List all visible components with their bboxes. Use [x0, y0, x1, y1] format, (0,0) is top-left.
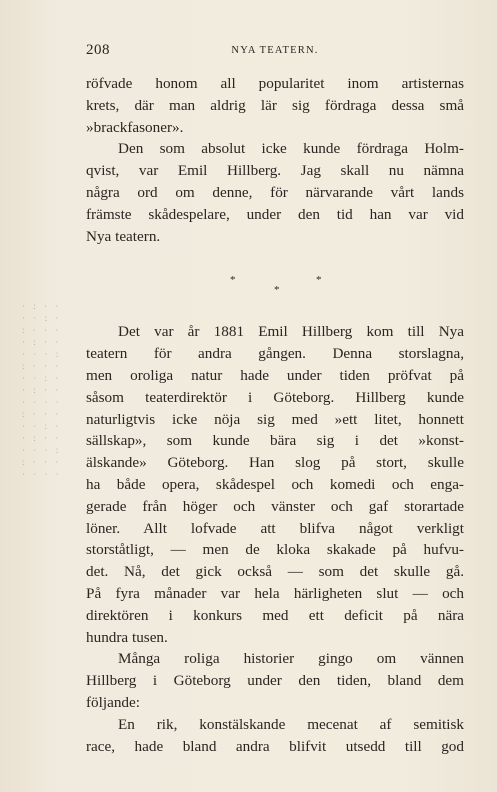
- text-line: Det var år 1881 Emil Hillberg kom till Nya: [118, 323, 464, 341]
- text-line: storståtligt, — men de kloka skakade på hufvu-: [86, 541, 464, 559]
- bleed-through-marks: · : · · · · : · : · · · · : · · · · · : : · · · · · : · · : · · · · · · : · · · · · : · · : · · · · · : : · · · · · · ·: [22, 301, 62, 479]
- running-title: NYA TEATERN.: [231, 45, 319, 56]
- asterisk: *: [316, 274, 322, 287]
- page-number: 208: [86, 42, 110, 58]
- text-line: löner. Allt lofvade att blifva något verkligt: [86, 519, 464, 537]
- paragraph-top: [86, 73, 464, 138]
- text-line: gerade från höger och vänster och gaf storartade: [86, 497, 464, 515]
- section-separator: [86, 270, 464, 298]
- paragraph-holmqvist: [86, 138, 464, 247]
- text-line: teatern för andra gången. Denna storslagna,: [86, 345, 464, 363]
- text-line: röfvade honom all popularitet inom artisternas: [86, 75, 464, 92]
- text-line: hundra tusen.: [86, 628, 168, 646]
- text-line: En rik, konstälskande mecenat af semitisk: [118, 715, 464, 733]
- text-line: det. Nå, det gick också — som det skulle gå.: [86, 563, 464, 581]
- page-body: [86, 73, 464, 757]
- asterisk: *: [230, 274, 236, 287]
- text-line: sällskap», som kunde bära sig i det »konst-: [86, 432, 464, 450]
- text-line: Hillberg i Göteborg under den tiden, bland dem: [86, 672, 464, 690]
- text-line: qvist, var Emil Hillberg. Jag skall nu nämna: [86, 162, 464, 180]
- text-line: älskande» Göteborg. Han slog på stort, skulle: [86, 454, 464, 472]
- text-line: race, hade bland andra blifvit utsedd till god: [86, 737, 464, 755]
- text-line: Den som absolut icke kunde fördraga Holm-: [118, 140, 464, 158]
- asterisk: *: [274, 284, 280, 297]
- page-header: [86, 42, 464, 60]
- paragraph-1881: [86, 321, 464, 648]
- text-line: följande:: [86, 693, 140, 711]
- paragraph-mecenat: [86, 714, 464, 758]
- text-line: »brackfasoner».: [86, 118, 184, 136]
- text-line: ha både opera, skådespel och komedi och enga-: [86, 475, 464, 493]
- text-line: Många roliga historier gingo om vännen: [118, 650, 464, 668]
- text-line: främste skådespelare, under den tid han var vid: [86, 205, 464, 223]
- text-line: naturligtvis icke nöja sig med »ett litet, honnett: [86, 410, 464, 428]
- text-line: såsom teaterdirektör i Göteborg. Hillberg kunde: [86, 388, 464, 406]
- paragraph-historier: [86, 648, 464, 713]
- text-line: krets, där man aldrig lär sig fördraga dessa små: [86, 96, 464, 114]
- text-line: direktören i konkurs med ett deficit på nära: [86, 606, 464, 624]
- text-line: På fyra månader var hela härligheten slut — och: [86, 584, 464, 602]
- text-line: men oroliga natur hade under tiden pröfvat på: [86, 366, 464, 384]
- text-line: Nya teatern.: [86, 227, 161, 245]
- text-line: några ord om denne, för närvarande vårt lands: [86, 183, 464, 201]
